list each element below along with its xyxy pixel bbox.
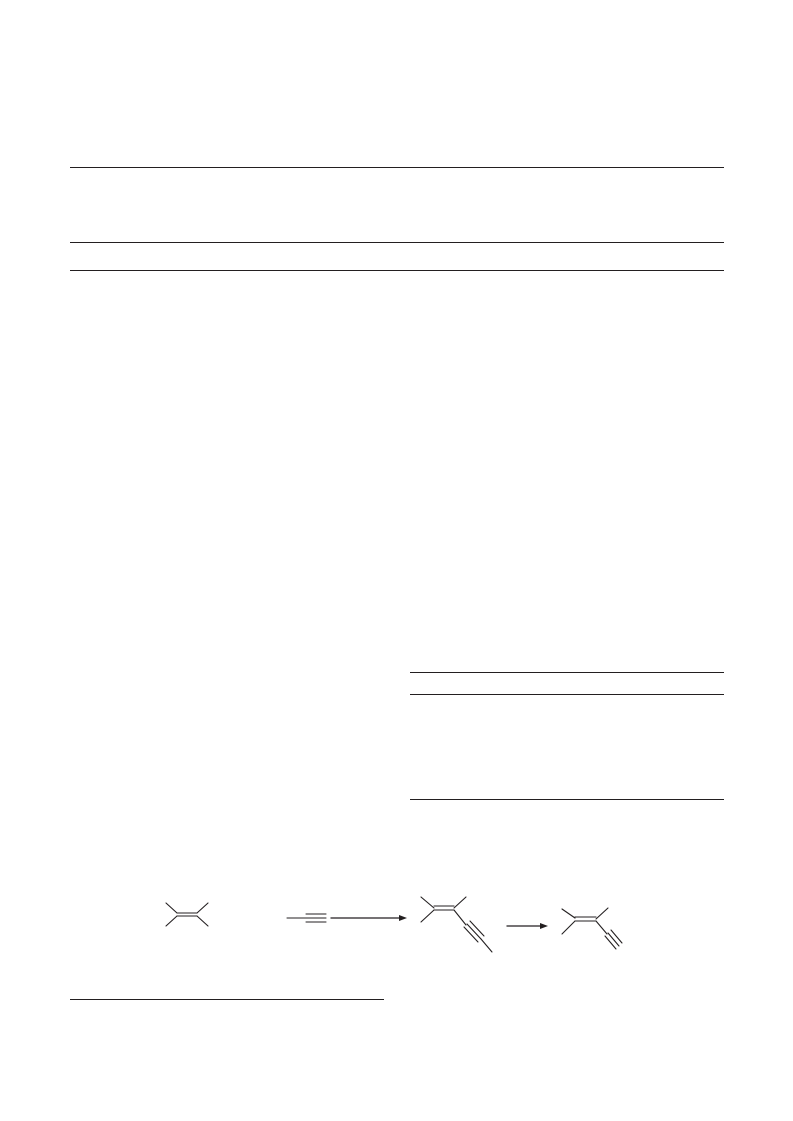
bond bbox=[454, 897, 466, 908]
triple-bond-line bbox=[605, 936, 616, 949]
bond bbox=[562, 921, 575, 934]
footnote-rule bbox=[70, 999, 384, 1000]
triple-bond-line bbox=[470, 921, 484, 936]
bond bbox=[197, 903, 208, 913]
bond bbox=[166, 916, 177, 926]
bond bbox=[166, 903, 177, 913]
bond bbox=[562, 909, 575, 918]
tetrasubstituted-alkene-structure bbox=[166, 903, 208, 926]
propyne-structure bbox=[287, 914, 326, 922]
triple-bond-line bbox=[467, 924, 481, 939]
triple-bond-line bbox=[608, 933, 619, 946]
bond bbox=[421, 897, 434, 908]
arrow-head bbox=[399, 915, 407, 921]
triple-bond-line bbox=[464, 927, 478, 942]
coupling-arrow bbox=[331, 915, 407, 921]
enyne-product-structure bbox=[421, 897, 492, 952]
triple-bond-line bbox=[611, 930, 622, 943]
arrow-head bbox=[540, 923, 548, 929]
deprotection-arrow bbox=[507, 923, 548, 929]
bond bbox=[596, 908, 608, 919]
bond bbox=[421, 910, 434, 922]
bond bbox=[596, 921, 607, 934]
terminal-enyne-product-structure bbox=[562, 908, 622, 949]
bond bbox=[197, 916, 208, 926]
bond bbox=[454, 910, 466, 925]
bond bbox=[481, 939, 492, 952]
